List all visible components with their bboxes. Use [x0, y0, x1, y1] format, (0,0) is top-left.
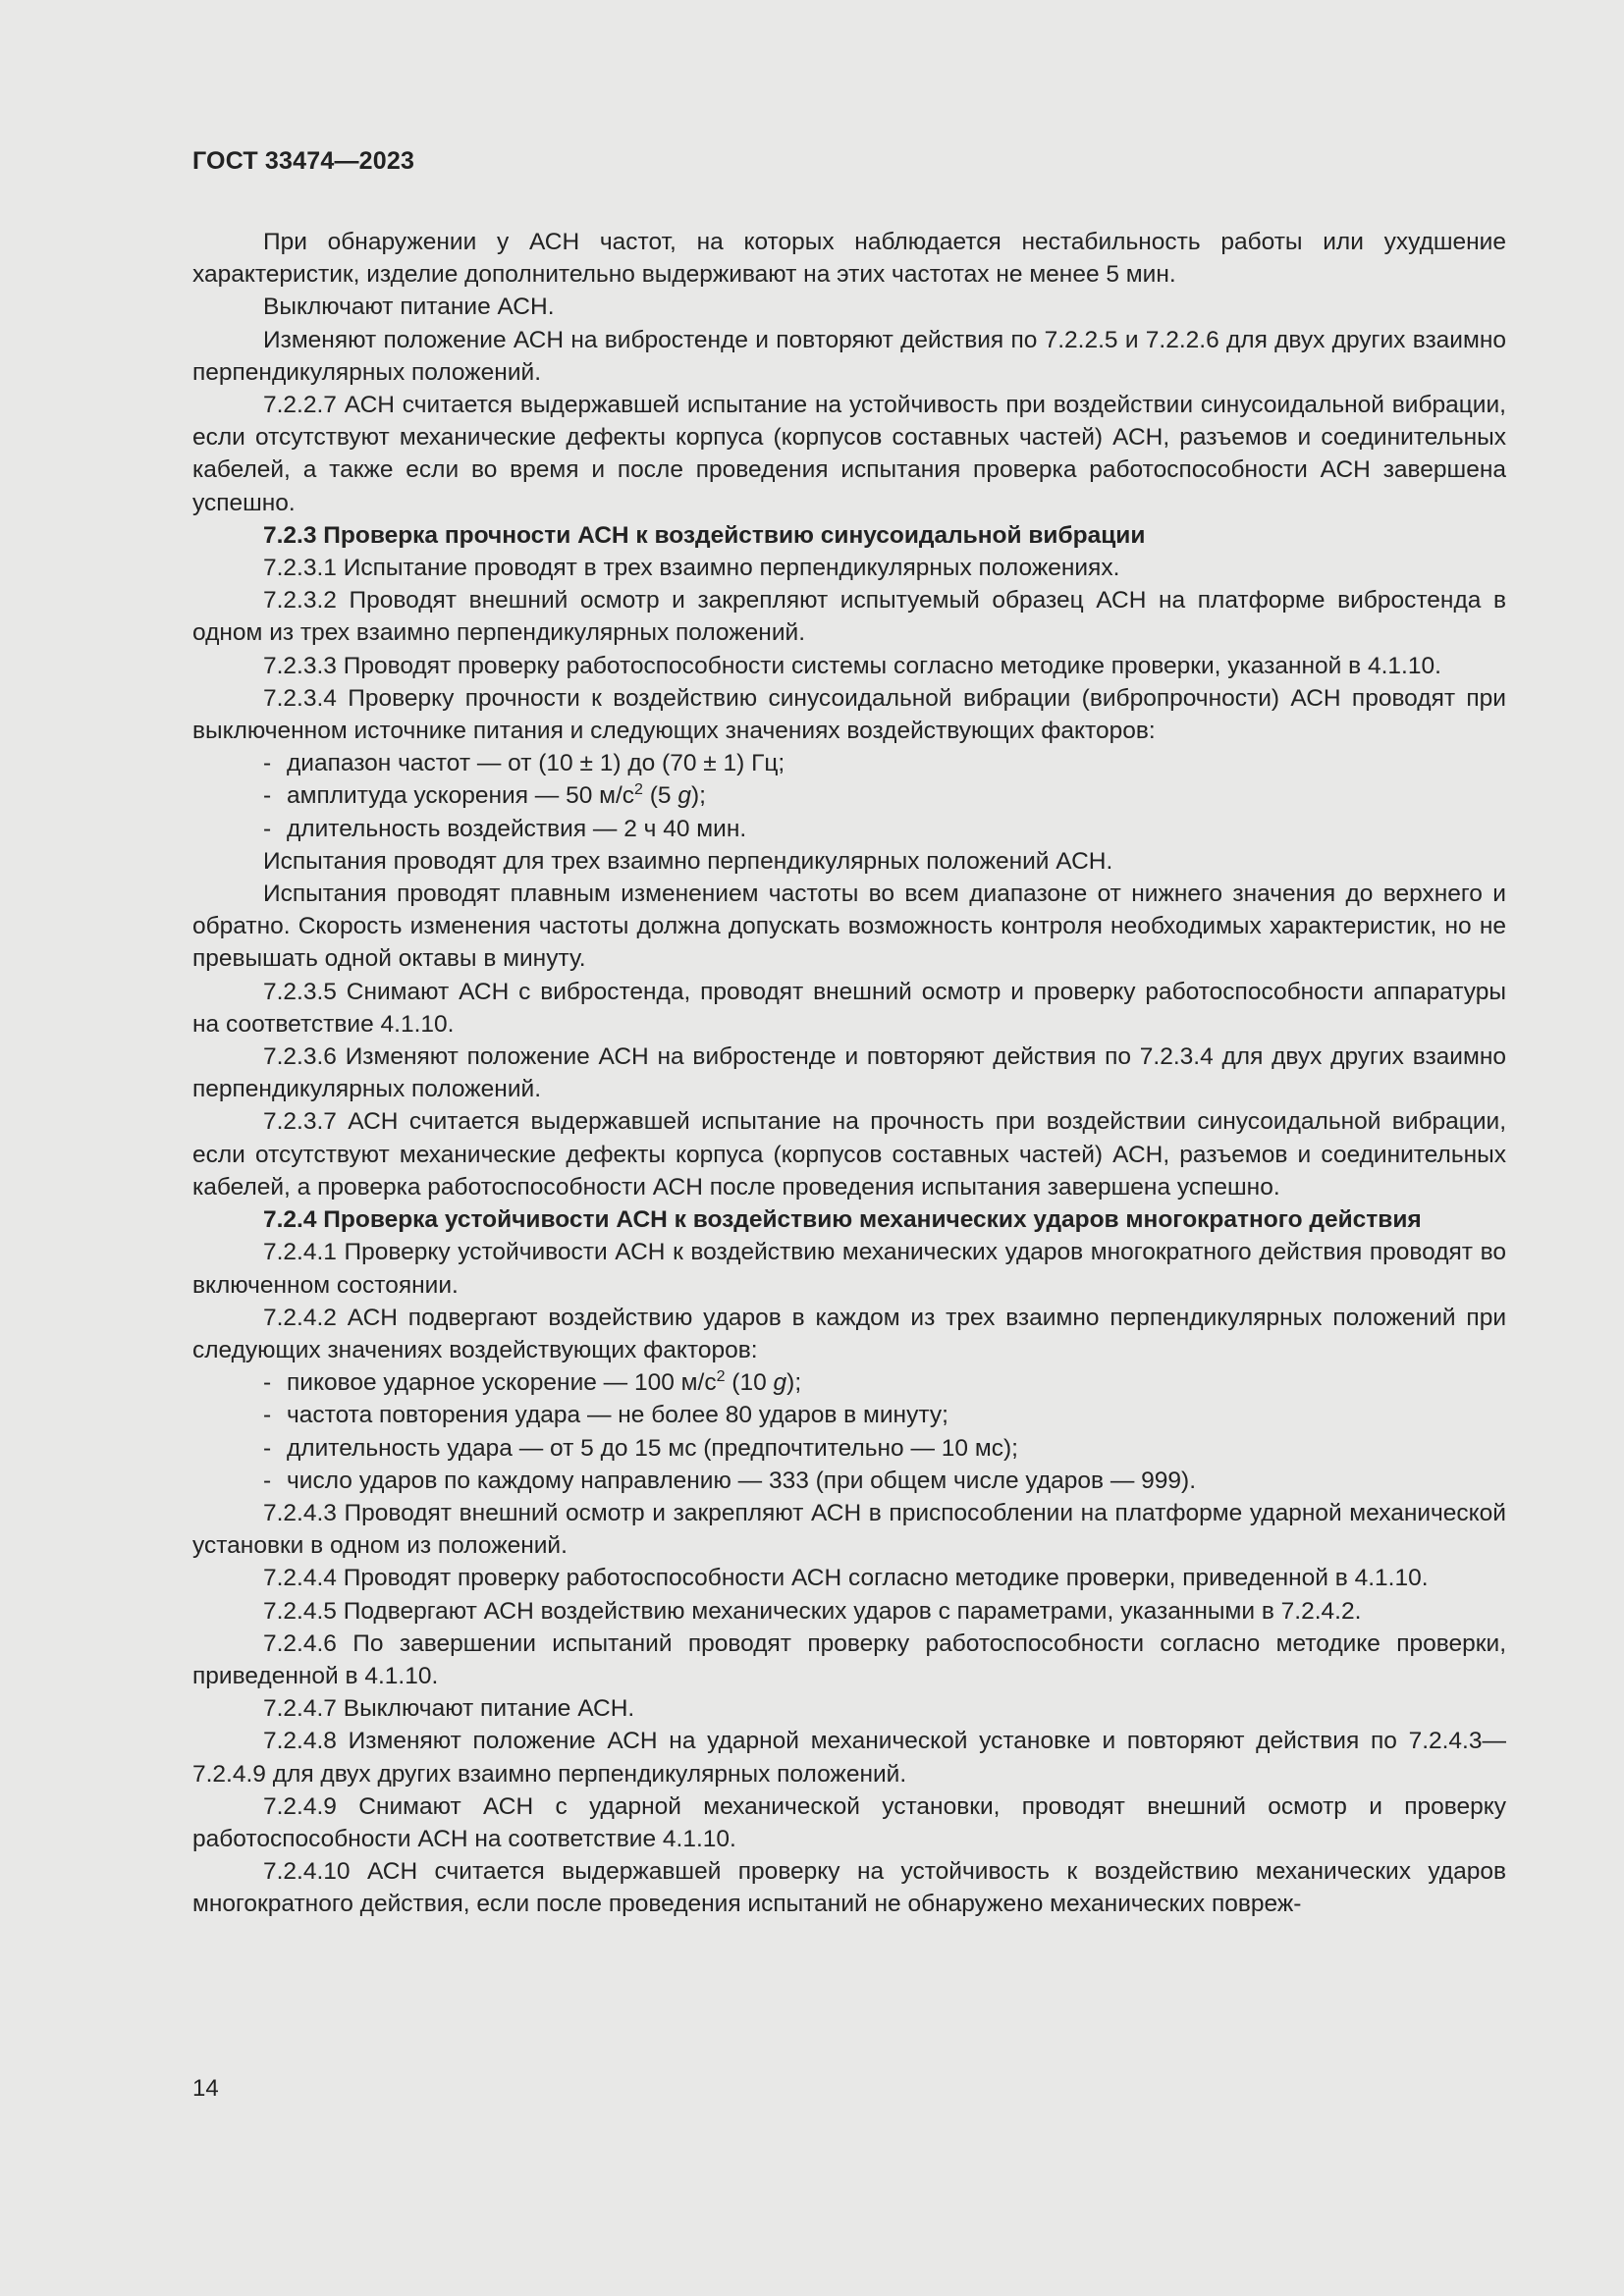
list-item — [192, 1432, 1506, 1465]
list-item-text-part: (5 — [642, 782, 678, 810]
paragraph: 7.2.3.4 Проверку прочности к воздействию синусоидальной вибрации (вибропрочности) АСН проводят при выключенном источнике питания и следующих значениях воздействующих факторов: — [192, 684, 1506, 745]
paragraph: 7.2.4.2 АСН подвергают воздействию ударов в каждом из трех взаимно перпендикулярных положений при следующих значениях воздействующих факторов: — [192, 1304, 1506, 1363]
list-item-text: длительность удара — от 5 до 15 мс (предпочтительно — 10 мс); — [287, 1434, 1018, 1462]
paragraph: 7.2.4.9 Снимают АСН с ударной механической установки, проводят внешний осмотр и проверку работоспособности АСН на соответствие 4.1.10. — [192, 1792, 1506, 1852]
paragraph: 7.2.3.6 Изменяют положение АСН на вибростенде и повторяют действия по 7.2.3.4 для двух других взаимно перпендикулярных положений. — [192, 1043, 1506, 1103]
document-body — [192, 226, 1506, 1921]
paragraph: 7.2.3.1 Испытание проводят в трех взаимно перпендикулярных положениях. — [263, 555, 1120, 582]
paragraph: 7.2.3.5 Снимают АСН с вибростенда, проводят внешний осмотр и проверку работоспособности аппаратуры на соответствие 4.1.10. — [192, 978, 1506, 1038]
paragraph: Изменяют положение АСН на вибростенде и повторяют действия по 7.2.2.5 и 7.2.2.6 для двух других взаимно перпендикулярных положений. — [192, 326, 1506, 386]
paragraph: Испытания проводят плавным изменением частоты во всем диапазоне от нижнего значения до верхнего и обратно. Скорость изменения частоты должна допускать возможность контроля необходимых характеристик, но не превышать одной октавы в минуту. — [192, 881, 1506, 973]
italic-symbol: g — [773, 1369, 787, 1397]
list-item-text-part: ); — [690, 782, 706, 810]
superscript: 2 — [716, 1368, 726, 1386]
list-dash: - — [263, 1434, 272, 1462]
list-dash: - — [263, 782, 272, 810]
list-dash: - — [263, 1402, 272, 1429]
paragraph: 7.2.4.4 Проводят проверку работоспособности АСН согласно методике проверки, приведенной в 4.1.10. — [263, 1565, 1429, 1592]
document-header: ГОСТ 33474—2023 — [192, 147, 415, 175]
paragraph: 7.2.4.3 Проводят внешний осмотр и закрепляют АСН в приспособлении на платформе ударной механической установки в одном из положений. — [192, 1499, 1506, 1560]
paragraph: 7.2.3.2 Проводят внешний осмотр и закрепляют испытуемый образец АСН на платформе вибростенда в одном из трех взаимно перпендикулярных положений. — [192, 587, 1506, 647]
list-item-text: частота повторения удара — не более 80 ударов в минуту; — [287, 1402, 948, 1429]
list-item-text — [287, 779, 1506, 812]
list-dash: - — [263, 750, 272, 777]
list-item-text-part: ); — [786, 1369, 802, 1397]
paragraph: Испытания проводят для трех взаимно перпендикулярных положений АСН. — [263, 847, 1113, 875]
paragraph: При обнаружении у АСН частот, на которых наблюдается нестабильность работы или ухудшение характеристик, изделие дополнительно выдерживают на этих частотах не менее 5 мин. — [192, 229, 1506, 289]
list-item-text: диапазон частот — от (10 ± 1) до (70 ± 1) Гц; — [287, 750, 785, 777]
paragraph: Выключают питание АСН. — [263, 294, 555, 321]
paragraph: 7.2.4.5 Подвергают АСН воздействию механических ударов с параметрами, указанными в 7.2.4.2. — [263, 1597, 1362, 1625]
paragraph: 7.2.3.7 АСН считается выдержавшей испытание на прочность при воздействии синусоидальной вибрации, если отсутствуют механические дефекты корпуса (корпусов составных частей) АСН, разъемов и соединительных кабелей, а проверка работоспособности АСН после проведения испытания завершена успешно. — [192, 1108, 1506, 1201]
list-item-text-part: (10 — [725, 1369, 774, 1397]
list-item-text-part: амплитуда ускорения — 50 м/с — [287, 782, 635, 810]
italic-symbol: g — [677, 782, 691, 810]
list-dash: - — [263, 1369, 272, 1397]
section-heading: 7.2.3 Проверка прочности АСН к воздействию синусоидальной вибрации — [263, 521, 1146, 549]
paragraph: 7.2.4.10 АСН считается выдержавшей проверку на устойчивость к воздействию механических ударов многократного действия, если после проведения испытаний не обнаружено механических повреж- — [192, 1858, 1506, 1918]
paragraph: 7.2.4.7 Выключают питание АСН. — [263, 1695, 635, 1723]
list-dash: - — [263, 815, 272, 842]
list-dash: - — [263, 1467, 272, 1494]
list-item — [192, 1366, 1506, 1399]
list-item-text — [287, 1366, 1506, 1399]
list-item — [192, 1465, 1506, 1497]
list-item — [192, 747, 1506, 779]
paragraph: 7.2.4.1 Проверку устойчивости АСН к воздействию механических ударов многократного действия проводят во включенном состоянии. — [192, 1239, 1506, 1299]
list-item-text: длительность воздействия — 2 ч 40 мин. — [287, 815, 747, 842]
list-item — [192, 813, 1506, 845]
superscript: 2 — [634, 781, 643, 799]
list-item-text-part: пиковое ударное ускорение — 100 м/с — [287, 1369, 717, 1397]
page-number: 14 — [192, 2075, 219, 2102]
paragraph: 7.2.3.3 Проводят проверку работоспособности системы согласно методике проверки, указанной в 4.1.10. — [263, 652, 1441, 679]
list-item — [192, 1399, 1506, 1431]
paragraph: 7.2.4.8 Изменяют положение АСН на ударной механической установке и повторяют действия по 7.2.4.3—7.2.4.9 для двух других взаимно перпендикулярных положений. — [192, 1728, 1506, 1788]
paragraph: 7.2.4.6 По завершении испытаний проводят проверку работоспособности согласно методике проверки, приведенной в 4.1.10. — [192, 1629, 1506, 1689]
list-item — [192, 779, 1506, 812]
list-item-text: число ударов по каждому направлению — 333 (при общем числе ударов — 999). — [287, 1467, 1197, 1494]
paragraph: 7.2.2.7 АСН считается выдержавшей испытание на устойчивость при воздействии синусоидальной вибрации, если отсутствуют механические дефекты корпуса (корпусов составных частей) АСН, разъемов и соединительных кабелей, а также если во время и после проведения испытания проверка работоспособности АСН завершена успешно. — [192, 392, 1506, 516]
section-heading: 7.2.4 Проверка устойчивости АСН к воздействию механических ударов многократного действия — [263, 1206, 1422, 1234]
